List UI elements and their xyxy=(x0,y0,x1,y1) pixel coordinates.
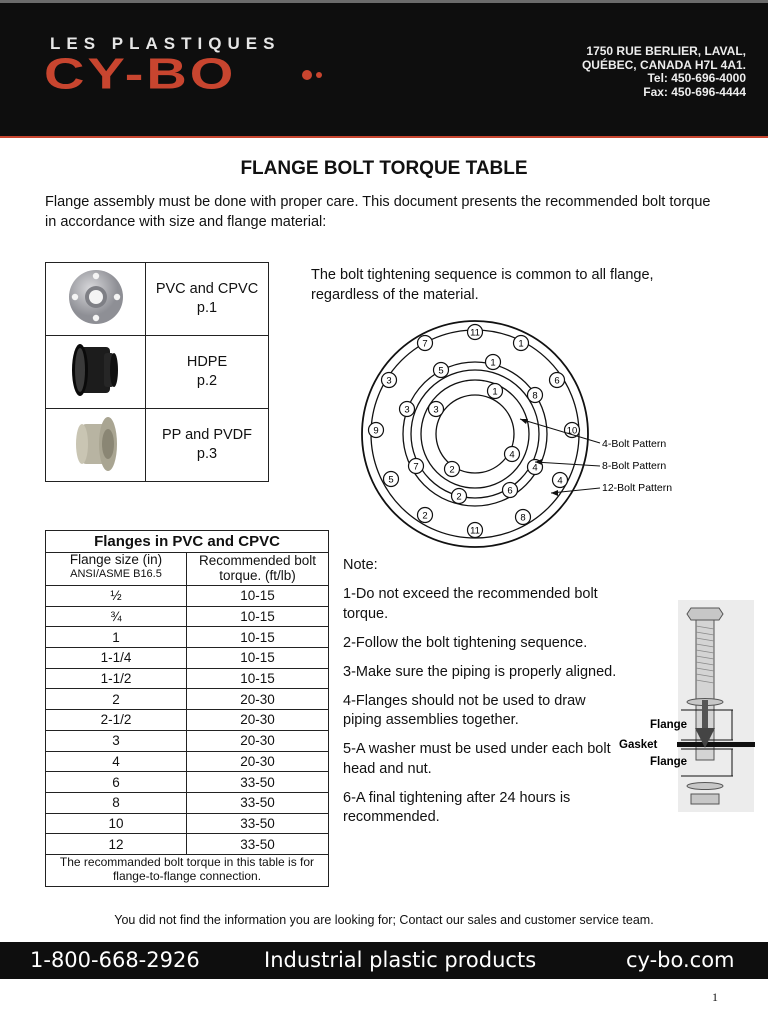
inner-flange-ring xyxy=(421,380,529,488)
outer-bolt-number: 2 xyxy=(422,510,428,522)
torque-value-cell: 33-50 xyxy=(187,772,329,793)
twelve-bolt-label: 12-Bolt Pattern xyxy=(602,482,673,494)
note-item: 3-Make sure the piping is properly aligned. xyxy=(343,663,617,680)
brand-tagline: LES PLASTIQUES xyxy=(50,34,281,53)
outer-bolt-number: 9 xyxy=(373,425,379,437)
middle-bolt-number: 5 xyxy=(438,365,444,377)
size-column-header xyxy=(46,553,187,586)
intro-paragraph: Flange assembly must be done with proper care. This document presents the recommended bolt torque in accordance with size and flange material: xyxy=(45,194,711,230)
brand-logo: CY-BO xyxy=(44,48,237,99)
product-page: p.1 xyxy=(196,300,218,316)
torque-column-header: Recommended bolt torque. (ft/lb) xyxy=(187,553,329,586)
pp-flange-icon xyxy=(66,410,126,476)
flange-size-cell: 3 xyxy=(46,730,187,751)
washer-icon xyxy=(687,783,723,790)
table-row xyxy=(46,710,329,731)
outer-bolt-number: 11 xyxy=(470,525,480,537)
torque-value-cell: 33-50 xyxy=(187,792,329,813)
torque-value-cell: 10-15 xyxy=(187,586,329,607)
flange-size-cell: 2 xyxy=(46,689,187,710)
middle-flange-ring xyxy=(403,362,547,506)
phone-line: Tel: 450-696-4000 xyxy=(647,71,746,85)
torque-value-cell: 20-30 xyxy=(187,689,329,710)
pointer-arrowhead xyxy=(551,490,558,496)
flange-size-cell: ¾ xyxy=(46,606,187,627)
pointer-line xyxy=(535,462,600,466)
table-row xyxy=(46,648,329,669)
notes-heading: Note: xyxy=(343,557,378,573)
address-line: 1750 RUE BERLIER, LAVAL, xyxy=(586,44,746,58)
torque-value-cell: 33-50 xyxy=(187,834,329,855)
product-label-cell xyxy=(146,336,269,409)
footer-website-link[interactable]: cy-bo.com xyxy=(626,948,735,972)
product-row xyxy=(46,409,269,482)
page-title: FLANGE BOLT TORQUE TABLE xyxy=(240,158,528,179)
torque-value-cell: 10-15 xyxy=(187,668,329,689)
flange-size-cell: 8 xyxy=(46,792,187,813)
notes-section xyxy=(343,556,623,837)
outer-bolt-number: 11 xyxy=(470,327,480,339)
torque-table-footnote: The recommanded bolt torque in this table is for flange-to-flange connection. xyxy=(46,854,329,886)
flange-size-cell: 1-1/2 xyxy=(46,668,187,689)
product-page: p.2 xyxy=(196,373,218,389)
inner-bolt-number: 4 xyxy=(509,449,515,461)
pointer-line xyxy=(551,488,600,493)
table-row xyxy=(46,751,329,772)
product-label-cell xyxy=(146,409,269,482)
middle-bolt-number: 4 xyxy=(532,462,538,474)
table-row xyxy=(46,730,329,751)
middle-bolt-number: 7 xyxy=(413,461,419,473)
table-row xyxy=(46,813,329,834)
torque-value-cell: 33-50 xyxy=(187,813,329,834)
gasket-icon xyxy=(677,742,755,747)
product-label-cell xyxy=(146,263,269,336)
inner-bolt-number: 2 xyxy=(449,464,455,476)
flange-size-cell: 4 xyxy=(46,751,187,772)
bolt-head-icon xyxy=(687,608,723,620)
four-bolt-label: 4-Bolt Pattern xyxy=(602,438,667,450)
address-line: QUÉBEC, CANADA H7L 4A1. xyxy=(581,57,746,72)
note-item: 1-Do not exceed the recommended bolt torque. xyxy=(343,586,598,622)
table-row xyxy=(46,792,329,813)
torque-table xyxy=(45,530,329,887)
page-number: 1 xyxy=(712,990,718,1004)
torque-value-cell: 20-30 xyxy=(187,710,329,731)
outer-bolt-number: 10 xyxy=(566,425,578,437)
contact-message: You did not find the information you are looking for; Contact our sales and customer service team. xyxy=(114,913,654,927)
outer-bolt-number: 4 xyxy=(557,475,563,487)
inner-flange-ring-inner xyxy=(436,395,514,473)
table-row xyxy=(46,606,329,627)
table-row xyxy=(46,627,329,648)
logo-dot-icon xyxy=(302,70,312,80)
inner-bolt-number: 3 xyxy=(433,404,439,416)
middle-bolt-number: 2 xyxy=(456,491,462,503)
flange-label: Flange xyxy=(650,756,688,768)
product-table xyxy=(45,262,269,482)
bolt-pattern-diagram xyxy=(355,318,685,550)
product-row xyxy=(46,263,269,336)
pvc-flange-icon xyxy=(66,267,126,327)
torque-value-cell: 20-30 xyxy=(187,751,329,772)
table-row xyxy=(46,834,329,855)
pointer-arrowhead xyxy=(520,419,528,424)
nut-icon xyxy=(691,794,719,804)
torque-value-cell: 10-15 xyxy=(187,648,329,669)
table-row xyxy=(46,689,329,710)
flange-size-cell: 10 xyxy=(46,813,187,834)
product-name: PP and PVDF xyxy=(161,427,252,443)
inner-bolt-number: 1 xyxy=(492,386,498,398)
outer-flange-ring-inner xyxy=(371,327,579,538)
torque-value-cell: 10-15 xyxy=(187,606,329,627)
outer-bolt-number: 3 xyxy=(386,375,392,387)
table-row xyxy=(46,668,329,689)
outer-bolt-number: 6 xyxy=(554,375,560,387)
size-header-standard: ANSI/ASME B16.5 xyxy=(70,568,162,580)
note-item: 6-A final tightening after 24 hours is recommended. xyxy=(343,789,571,825)
outer-bolt-number: 1 xyxy=(518,338,524,350)
product-image-cell xyxy=(46,263,146,336)
middle-flange-ring-inner xyxy=(411,370,539,498)
footer-phone: 1-800-668-2926 xyxy=(30,948,200,972)
middle-bolt-number: 1 xyxy=(490,357,496,369)
torque-value-cell: 20-30 xyxy=(187,730,329,751)
torque-table-title: Flanges in PVC and CPVC xyxy=(46,531,329,553)
middle-bolt-number: 8 xyxy=(532,390,538,402)
outer-bolt-number: 5 xyxy=(388,474,394,486)
eight-bolt-label: 8-Bolt Pattern xyxy=(602,460,667,472)
gasket-label: Gasket xyxy=(619,739,658,751)
product-name: PVC and CPVC xyxy=(155,281,259,297)
product-page: p.3 xyxy=(196,446,218,462)
outer-bolt-number: 8 xyxy=(520,512,526,524)
outer-flange-ring xyxy=(362,321,588,547)
company-address xyxy=(582,45,746,99)
fax-line: Fax: 450-696-4444 xyxy=(643,84,746,99)
bolt-assembly-figure xyxy=(615,600,755,812)
figure-background xyxy=(678,600,754,812)
note-item: 5-A washer must be used under each bolt head and nut. xyxy=(343,741,611,777)
header-divider xyxy=(0,136,768,138)
outer-bolt-number: 7 xyxy=(422,338,428,350)
logo-dot-icon xyxy=(316,72,322,78)
product-image-cell xyxy=(46,409,146,482)
footer-bar xyxy=(0,942,768,979)
flange-label: Flange xyxy=(650,719,688,731)
flange-size-cell: 6 xyxy=(46,772,187,793)
torque-value-cell: 10-15 xyxy=(187,627,329,648)
product-image-cell xyxy=(46,336,146,409)
sequence-description: The bolt tightening sequence is common to all flange, regardless of the material. xyxy=(311,267,654,303)
flange-size-cell: 1 xyxy=(46,627,187,648)
middle-bolt-number: 6 xyxy=(507,485,513,497)
note-item: 4-Flanges should not be used to draw piping assemblies together. xyxy=(343,692,586,728)
middle-bolt-number: 3 xyxy=(404,404,410,416)
product-row xyxy=(46,336,269,409)
flange-size-cell: 12 xyxy=(46,834,187,855)
hdpe-flange-icon xyxy=(66,337,126,403)
table-row xyxy=(46,586,329,607)
size-header-label: Flange size (in) xyxy=(69,552,163,567)
flange-size-cell: ½ xyxy=(46,586,187,607)
footer-tagline: Industrial plastic products xyxy=(264,948,537,972)
product-name: HDPE xyxy=(186,354,228,370)
table-row xyxy=(46,772,329,793)
note-item: 2-Follow the bolt tightening sequence. xyxy=(343,634,588,651)
flange-size-cell: 2-1/2 xyxy=(46,710,187,731)
flange-size-cell: 1-1/4 xyxy=(46,648,187,669)
